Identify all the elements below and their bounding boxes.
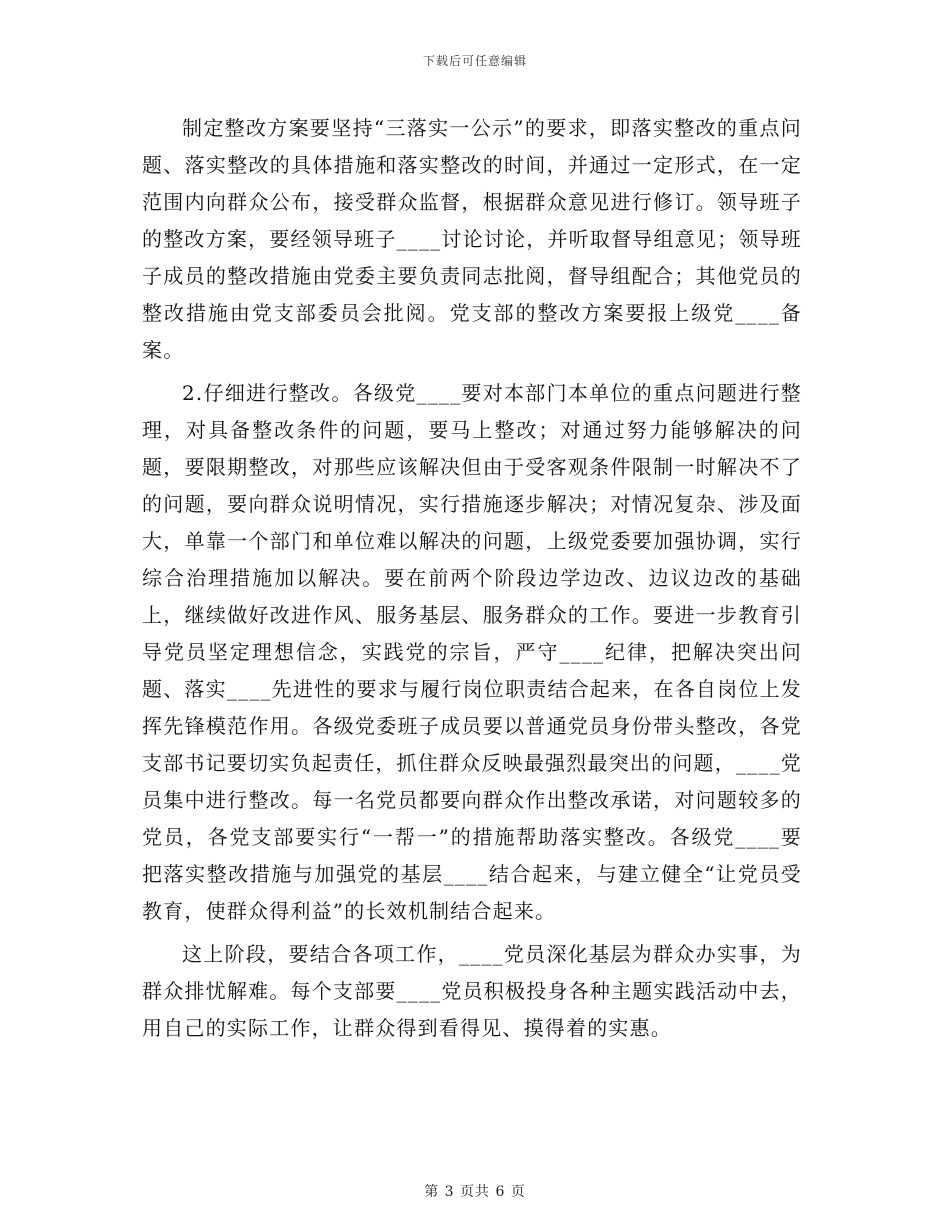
paragraph: 制定整改方案要坚持“三落实一公示”的要求，即落实整改的重点问题、落实整改的具体措施和落实整改的时间，并通过一定形式，在一定范围内向群众公布，接受群众监督，根据群众意见进行修订。领导班子的整改方案，要经领导班子____讨论讨论，并听取督导组意见；领导班子成员的整改措施由党委主要负责同志批阅，督导组配合；其他党员的整改措施由党支部委员会批阅。党支部的整改方案要报上级党____备案。 [142,116,802,362]
page-number: 第 3 页共 6 页 [424,1184,526,1200]
paragraph: 2.仔细进行整改。各级党____要对本部门本单位的重点问题进行整理，对具备整改条件的问题，要马上整改；对通过努力能够解决的问题，要限期整改，对那些应该解决但由于受客观条件限制一时解决不了的问题，要向群众说明情况，实行措施逐步解决；对情况复杂、涉及面大，单靠一个部门和单位难以解决的问题，上级党委要加强协调，实行综合治理措施加以解决。要在前两个阶段边学边改、边议边改的基础上，继续做好改进作风、服务基层、服务群众的工作。要进一步教育引导党员坚定理想信念，实践党的宗旨，严守____纪律，把解决突出问题、落实____先进性的要求与履行岗位职责结合起来，在各自岗位上发挥先锋模范作用。各级党委班子成员要以普通党员身份带头整改，各党支部书记要切实负起责任，抓住群众反映最强烈最突出的问题，____党员集中进行整改。每一名党员都要向群众作出整改承诺，对问题较多的党员，各党支部要实行“一帮一”的措施帮助落实整改。各级党____要把落实整改措施与加强党的基层____结合起来，与建立健全“让党员受教育，使群众得利益”的长效机制结合起来。 [142,381,802,923]
document-body [142,110,802,1047]
paragraph: 这上阶段，要结合各项工作，____党员深化基层为群众办实事，为群众排忧解难。每个支部要____党员积极投身各种主题实践活动中去，用自己的实际工作，让群众得到看得见、摸得着的实惠。 [142,942,802,1040]
page-header: 下载后可任意编辑 [422,54,527,68]
